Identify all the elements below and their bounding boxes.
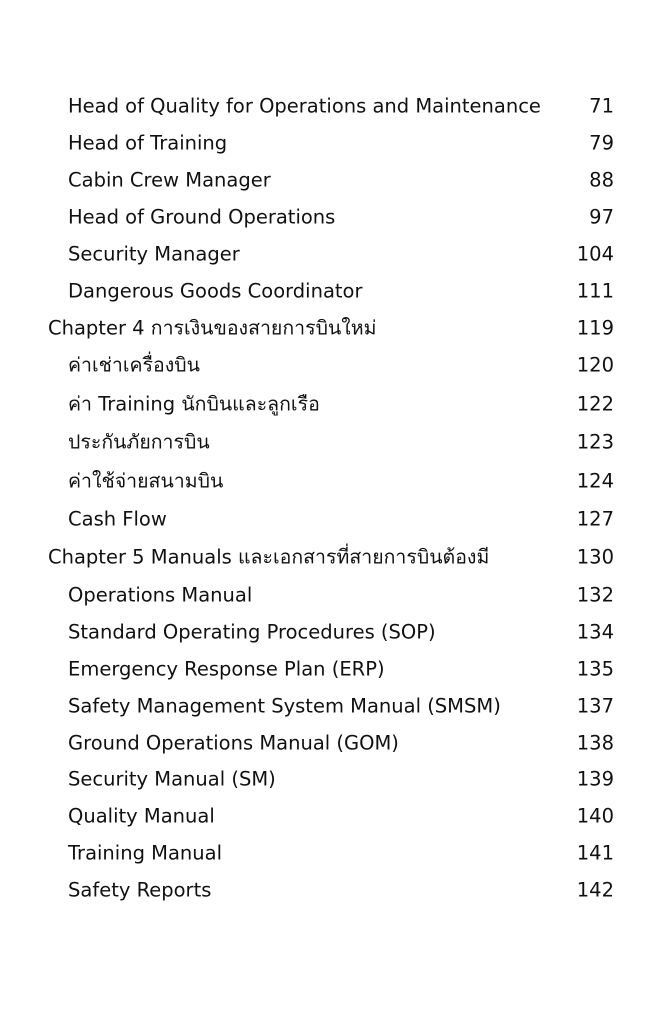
toc-entry-page-number: 142: [576, 877, 614, 901]
toc-entry-title: Ground Operations Manual (GOM): [68, 730, 399, 754]
toc-entry[interactable]: [0, 235, 663, 272]
toc-entry[interactable]: [0, 124, 663, 161]
toc-entry[interactable]: [0, 834, 663, 871]
toc-entry-page-number: 132: [576, 582, 614, 606]
toc-entry-page-number: 135: [576, 656, 614, 680]
toc-entry-page-number: 111: [576, 278, 614, 302]
toc-entry-page-number: 104: [576, 241, 614, 265]
toc-entry[interactable]: [0, 87, 663, 124]
toc-entry-title: ค่าใช้จ่ายสนามบิน: [68, 468, 224, 492]
toc-entry-title: Safety Reports: [68, 877, 212, 901]
toc-entry[interactable]: [0, 871, 663, 908]
toc-entry[interactable]: [0, 650, 663, 687]
toc-entry-title: Security Manager: [68, 241, 240, 265]
toc-entry-title: ค่าเช่าเครื่องบิน: [68, 352, 200, 376]
toc-entry[interactable]: [0, 576, 663, 613]
toc-entry[interactable]: [0, 687, 663, 724]
toc-entry[interactable]: [0, 346, 663, 383]
toc-entry-page-number: 140: [576, 803, 614, 827]
toc-entry-title: Emergency Response Plan (ERP): [68, 656, 385, 680]
toc-entry-title: ค่า Training นักบินและลูกเรือ: [68, 391, 320, 415]
toc-entry[interactable]: [0, 161, 663, 198]
toc-entry-title: Cabin Crew Manager: [68, 167, 271, 191]
toc-entry-title: Security Manual (SM): [68, 766, 276, 790]
toc-entry[interactable]: [0, 423, 663, 460]
toc-entry-page-number: 79: [589, 130, 614, 154]
toc-entry-page-number: 119: [576, 315, 614, 339]
toc-entry[interactable]: [0, 500, 663, 537]
toc-entry-title: ประกันภัยการบิน: [68, 429, 210, 453]
toc-entry[interactable]: [0, 613, 663, 650]
toc-entry[interactable]: [0, 272, 663, 309]
toc-entry-page-number: 141: [576, 840, 614, 864]
toc-entry-page-number: 139: [576, 766, 614, 790]
toc-entry-page-number: 134: [576, 619, 614, 643]
toc-entry-title: Head of Training: [68, 130, 228, 154]
toc-entry-page-number: 127: [576, 506, 614, 530]
toc-entry-page-number: 130: [576, 544, 614, 568]
toc-entry-title: Cash Flow: [68, 506, 167, 530]
toc-entry[interactable]: [0, 760, 663, 797]
toc-entry-title: Quality Manual: [68, 803, 215, 827]
toc-entry-title: Operations Manual: [68, 582, 253, 606]
toc-entry-page-number: 120: [576, 352, 614, 376]
toc-entry-page-number: 71: [589, 93, 614, 117]
toc-entry-page-number: 122: [576, 391, 614, 415]
toc-entry[interactable]: [0, 724, 663, 761]
toc-entry-title: Safety Management System Manual (SMSM): [68, 693, 501, 717]
toc-entry-title: Head of Ground Operations: [68, 204, 336, 228]
toc-entry-title: Standard Operating Procedures (SOP): [68, 619, 436, 643]
toc-chapter-entry[interactable]: [0, 538, 663, 575]
toc-entry-title: Dangerous Goods Coordinator: [68, 278, 363, 302]
toc-entry-title: Training Manual: [68, 840, 223, 864]
toc-chapter-title: Chapter 4 การเงินของสายการบินใหม่: [48, 315, 377, 339]
toc-entry-page-number: 88: [589, 167, 614, 191]
toc-entry-page-number: 137: [576, 693, 614, 717]
toc-chapter-title: Chapter 5 Manuals และเอกสารที่สายการบินต้องมี: [48, 544, 490, 568]
toc-entry-page-number: 138: [576, 730, 614, 754]
toc-entry-page-number: 97: [589, 204, 614, 228]
toc-entry[interactable]: [0, 198, 663, 235]
toc-chapter-entry[interactable]: [0, 309, 663, 346]
toc-entry-page-number: 124: [576, 468, 614, 492]
toc-entry-title: Head of Quality for Operations and Maintenance: [68, 93, 541, 117]
toc-entry-page-number: 123: [576, 429, 614, 453]
toc-entry[interactable]: [0, 797, 663, 834]
toc-entry[interactable]: [0, 385, 663, 422]
toc-entry[interactable]: [0, 462, 663, 499]
